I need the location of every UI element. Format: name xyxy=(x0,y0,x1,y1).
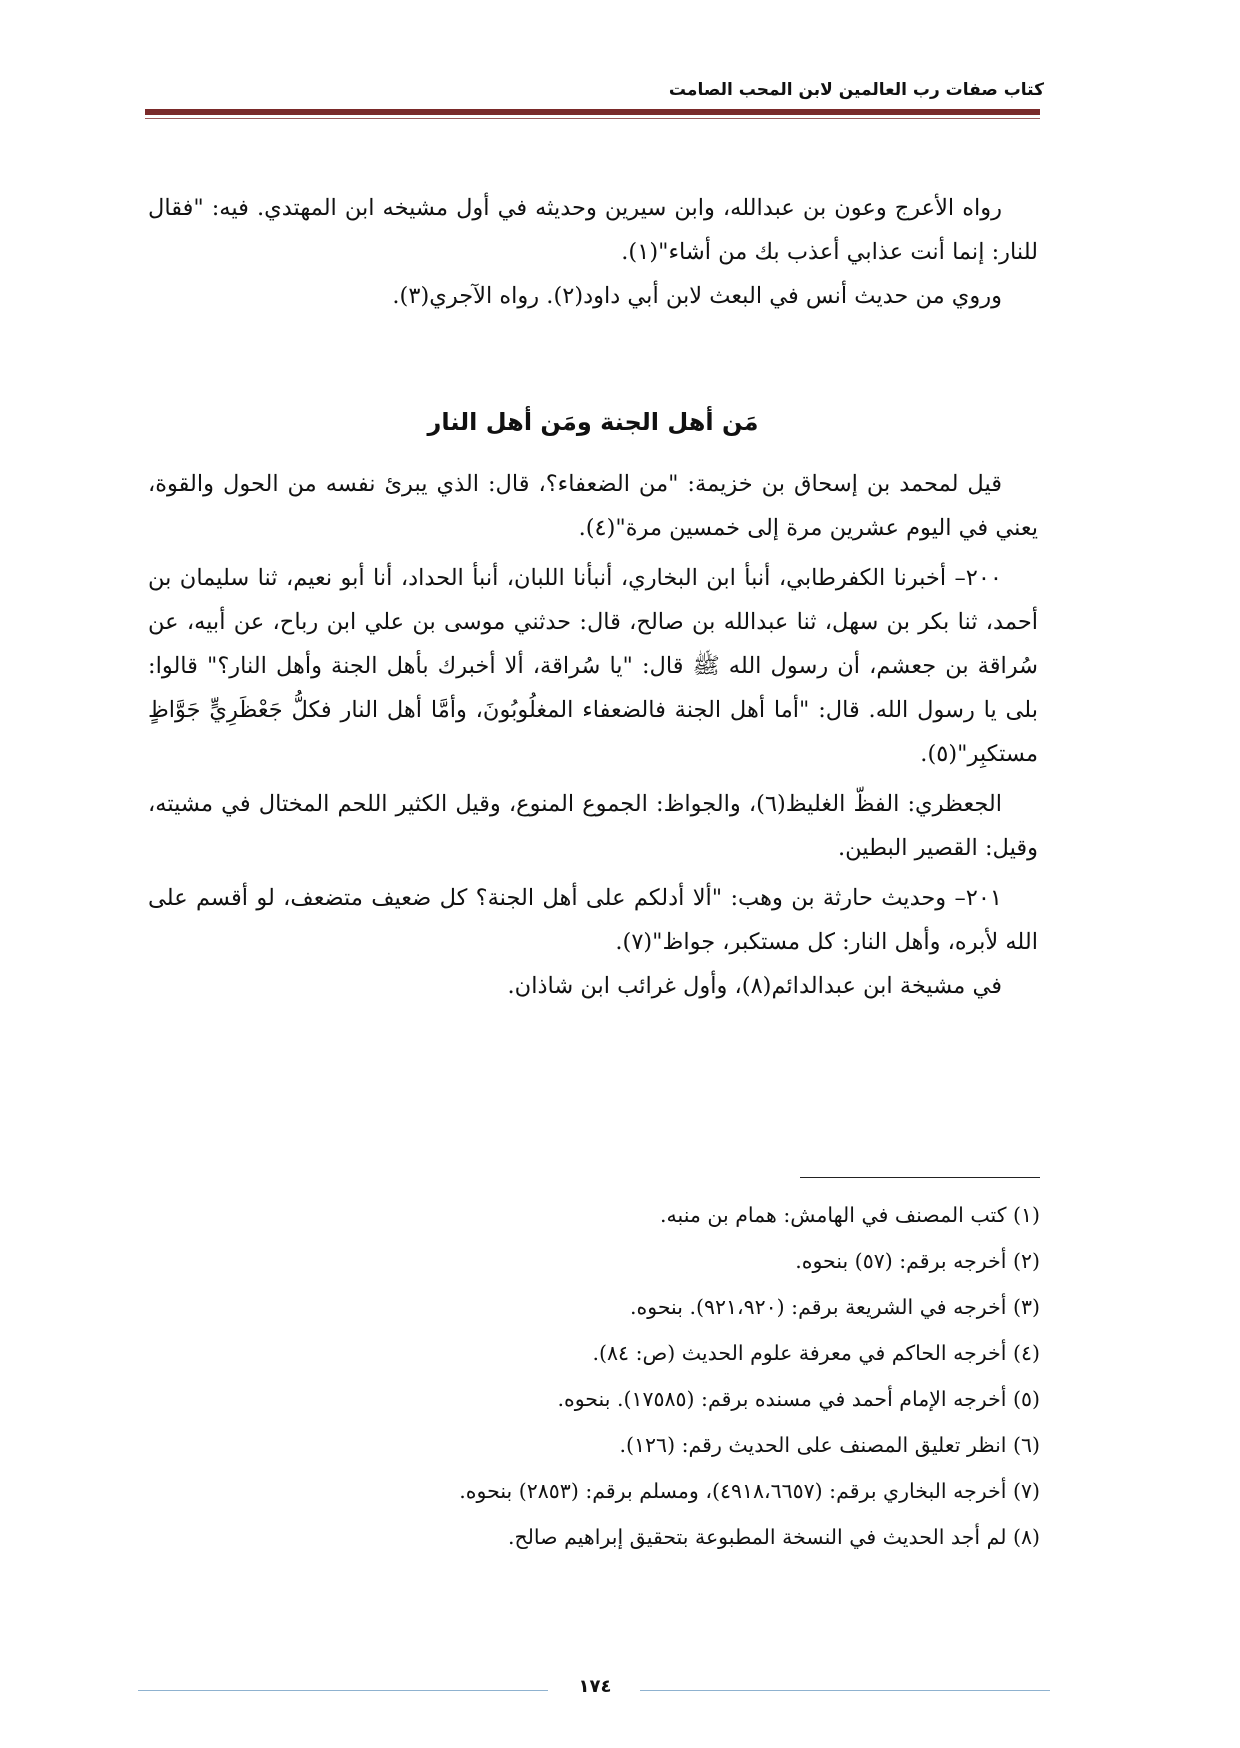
section-heading: مَن أهل الجنة ومَن أهل النار xyxy=(427,408,759,436)
footnotes xyxy=(280,1192,1040,1560)
paragraph: الجعظري: الفظّ الغليظ(٦)، والجواظ: الجموع المنوع، وقيل الكثير اللحم المختال في مشيته، وقيل: القصير البطين. xyxy=(148,791,1038,861)
footer-rule-right xyxy=(640,1690,1050,1691)
footnote: (٦) انظر تعليق المصنف على الحديث رقم: (١٢٦). xyxy=(619,1433,1040,1457)
opening-text-block xyxy=(148,186,1038,318)
running-header: كتاب صفات رب العالمين لابن المحب الصامت xyxy=(668,80,1044,100)
footnote: (٢) أخرجه برقم: (٥٧) بنحوه. xyxy=(795,1249,1040,1273)
footnote: (٤) أخرجه الحاكم في معرفة علوم الحديث (ص: ٨٤). xyxy=(592,1341,1040,1365)
page-number: ١٧٤ xyxy=(578,1676,612,1697)
footnote-separator xyxy=(800,1177,1040,1178)
paragraph: وروي من حديث أنس في البعث لابن أبي داود(٢). رواه الآجري(٣). xyxy=(392,283,1002,309)
header-rule-thick xyxy=(145,109,1040,115)
header-rule-thin xyxy=(145,118,1040,119)
footnote: (٨) لم أجد الحديث في النسخة المطبوعة بتحقيق إبراهيم صالح. xyxy=(507,1525,1040,1549)
footnote: (٧) أخرجه البخاري برقم: (٤٩١٨،٦٦٥٧)، ومسلم برقم: (٢٨٥٣) بنحوه. xyxy=(459,1479,1040,1503)
hadith-200-paragraph: ٢٠٠– أخبرنا الكفرطابي، أنبأ ابن البخاري، أنبأنا اللبان، أنبأ الحداد، أنا أبو نعيم، ثنا سليمان بن أحمد، ثنا بكر بن سهل، ثنا عبدالله بن صالح، قال: حدثني موسى بن علي ابن رباح، عن أبيه، عن سُراقة بن جعشم، أن رسول الله ﷺ قال: "يا سُراقة، ألا أخبرك بأهل الجنة وأهل النار؟" قالوا: بلى يا رسول الله. قال: "أما أهل الجنة فالضعفاء المغلُوبُونَ، وأمَّا أهل النار فكلُّ جَعْظَرِيٍّ جَوَّاظٍ مستكبِر"(٥). xyxy=(148,565,1038,767)
footer-rule-left xyxy=(138,1690,548,1691)
section-text-block xyxy=(148,462,1038,1008)
footnote: (٥) أخرجه الإمام أحمد في مسنده برقم: (١٧٥٨٥). بنحوه. xyxy=(557,1387,1040,1411)
paragraph: رواه الأعرج وعون بن عبدالله، وابن سيرين وحديثه في أول مشيخه ابن المهتدي. فيه: "فقال للنار: إنما أنت عذابي أعذب بك من أشاء"(١). xyxy=(148,195,1038,265)
hadith-201-paragraph: ٢٠١– وحديث حارثة بن وهب: "ألا أدلكم على أهل الجنة؟ كل ضعيف متضعف، لو أقسم على الله لأبره، وأهل النار: كل مستكبر، جواظ"(٧). xyxy=(148,885,1038,955)
footnote: (٣) أخرجه في الشريعة برقم: (٩٢١،٩٢٠). بنحوه. xyxy=(629,1295,1040,1319)
footnote: (١) كتب المصنف في الهامش: همام بن منبه. xyxy=(660,1203,1040,1227)
paragraph: قيل لمحمد بن إسحاق بن خزيمة: "من الضعفاء؟، قال: الذي يبرئ نفسه من الحول والقوة، يعني في اليوم عشرين مرة إلى خمسين مرة"(٤). xyxy=(148,471,1038,541)
paragraph: في مشيخة ابن عبدالدائم(٨)، وأول غرائب ابن شاذان. xyxy=(507,973,1002,999)
